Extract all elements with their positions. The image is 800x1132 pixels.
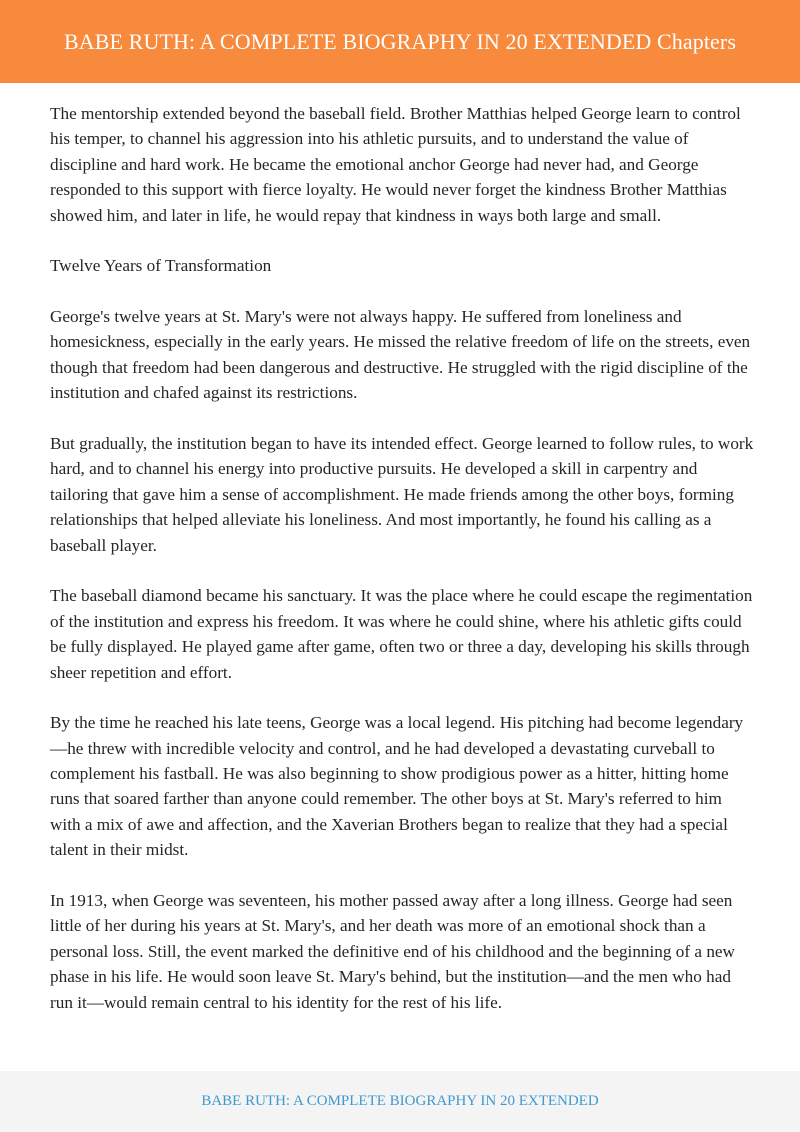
page-header [0, 0, 800, 83]
body-paragraph: The baseball diamond became his sanctuary. It was the place where he could escape the regimentation of the institution and express his freedom. It was where he could shine, where his athletic gifts could be fully displayed. He played game after game, often two or three a day, developing his skills through sheer repetition and effort. [50, 586, 753, 682]
body-paragraph: In 1913, when George was seventeen, his mother passed away after a long illness. George had seen little of her during his years at St. Mary's, and her death was more of an emotional shock than a personal loss. Still, the event marked the definitive end of his childhood and the beginning of a new phase in his life. He would soon leave St. Mary's behind, but the institution—and the men who had run it—would remain central to his identity for the rest of his life. [50, 890, 735, 1012]
section-heading: Twelve Years of Transformation [50, 256, 272, 276]
page-content [50, 101, 755, 1040]
page-footer [0, 1071, 800, 1132]
page-title: BABE RUTH: A COMPLETE BIOGRAPHY IN 20 EXTENDED Chapters [64, 28, 736, 54]
body-paragraph: The mentorship extended beyond the baseball field. Brother Matthias helped George learn to control his temper, to channel his aggression into his athletic pursuits, and to understand the value of discipline and hard work. He became the emotional anchor George had never had, and George responded to this support with fierce loyalty. He would never forget the kindness Brother Matthias showed him, and later in life, he would repay that kindness in ways both large and small. [50, 104, 741, 225]
body-paragraph: But gradually, the institution began to have its intended effect. George learned to follow rules, to work hard, and to channel his energy into productive pursuits. He developed a skill in carpentry and tailoring that gave him a sense of accomplishment. He made friends among the other boys, forming relationships that helped alleviate his loneliness. And most importantly, he found his calling as a baseball player. [50, 433, 754, 555]
body-paragraph: By the time he reached his late teens, George was a local legend. His pitching had become legendary—he threw with incredible velocity and control, and he had developed a devastating curveball to complement his fastball. He was also beginning to show prodigious power as a hitter, hitting home runs that soared farther than anyone could remember. The other boys at St. Mary's referred to him with a mix of awe and affection, and the Xaverian Brothers began to realize that they had a special talent in their midst. [50, 713, 744, 860]
footer-title: BABE RUTH: A COMPLETE BIOGRAPHY IN 20 EXTENDED [201, 1093, 599, 1109]
body-paragraph: George's twelve years at St. Mary's were not always happy. He suffered from loneliness and homesickness, especially in the early years. He missed the relative freedom of life on the streets, even though that freedom had been dangerous and destructive. He struggled with the rigid discipline of the institution and chafed against its restrictions. [50, 307, 751, 403]
